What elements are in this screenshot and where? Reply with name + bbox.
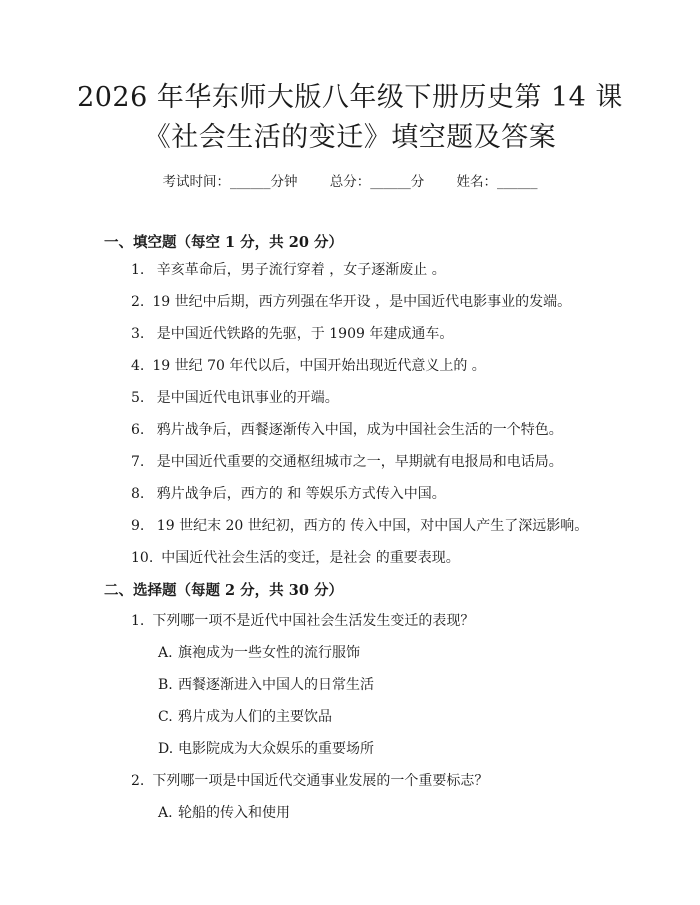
- fill-question-8: [131, 487, 446, 501]
- question-number: 4.: [131, 358, 145, 374]
- fill-question-5: [131, 391, 339, 405]
- question-number: 10.: [131, 550, 154, 566]
- question-number: 8.: [131, 486, 145, 502]
- option-letter: A.: [158, 805, 173, 821]
- name-field: 姓名：______: [456, 174, 538, 190]
- question-text: 下列哪一项是中国近代交通事业发展的一个重要标志？: [152, 773, 489, 789]
- question-text: 鸦片战争后，西方的 和 等娱乐方式传入中国。: [152, 486, 446, 502]
- option-text: 电影院成为大众娱乐的重要场所: [178, 741, 374, 757]
- question-text: 中国近代社会生活的变迁，是社会 的重要表现。: [161, 550, 460, 566]
- document-title-line1: 2026 年华东师大版八年级下册历史第 14 课: [77, 82, 623, 113]
- fill-question-3: [131, 327, 453, 341]
- fill-question-7: [131, 455, 563, 469]
- question-number: 3.: [131, 326, 145, 342]
- question-number: 2.: [131, 773, 145, 789]
- question-number: 1.: [131, 613, 145, 629]
- question-text: 是中国近代重要的交通枢纽城市之一，早期就有电报局和电话局。: [152, 454, 563, 470]
- total-score-field: 总分：______分: [329, 174, 425, 190]
- option-letter: C.: [158, 709, 173, 725]
- question-text: 下列哪一项不是近代中国社会生活发生变迁的表现？: [152, 613, 475, 629]
- option-text: 轮船的传入和使用: [178, 805, 290, 821]
- fill-question-9: [131, 519, 588, 533]
- choice-option-b: [158, 678, 374, 692]
- document-title-line2: 《社会生活的变迁》填空题及答案: [143, 122, 557, 153]
- question-text: 19 世纪 70 年代以后，中国开始出现近代意义上的 。: [152, 358, 486, 374]
- option-text: 旗袍成为一些女性的流行服饰: [178, 645, 360, 661]
- fill-question-2: [131, 295, 571, 309]
- fill-question-4: [131, 359, 486, 373]
- choice-option-a: [158, 806, 290, 820]
- question-number: 9.: [131, 518, 145, 534]
- exam-time-field: 考试时间：______分钟: [162, 174, 298, 190]
- question-text: 19 世纪末 20 世纪初，西方的 传入中国，对中国人产生了深远影响。: [152, 518, 589, 534]
- option-letter: D.: [158, 741, 174, 757]
- question-text: 是中国近代电讯事业的开端。: [152, 390, 339, 406]
- section-heading-fill-in: 一、填空题（每空 1 分，共 20 分）: [104, 234, 343, 251]
- exam-info: [0, 170, 700, 190]
- fill-question-1: [131, 263, 446, 277]
- fill-question-10: [131, 551, 460, 565]
- section-heading-multiple-choice: 二、选择题（每题 2 分，共 30 分）: [104, 582, 343, 599]
- option-text: 鸦片成为人们的主要饮品: [178, 709, 332, 725]
- option-text: 西餐逐渐进入中国人的日常生活: [178, 677, 374, 693]
- question-number: 2.: [131, 294, 145, 310]
- choice-question-1: [131, 614, 474, 628]
- question-number: 1.: [131, 262, 145, 278]
- question-text: 是中国近代铁路的先驱，于 1909 年建成通车。: [152, 326, 454, 342]
- choice-option-c: [158, 710, 332, 724]
- question-text: 辛亥革命后，男子流行穿着 ，女子逐渐废止 。: [152, 262, 446, 278]
- question-number: 7.: [131, 454, 145, 470]
- option-letter: B.: [158, 677, 173, 693]
- option-letter: A.: [158, 645, 173, 661]
- choice-question-2: [131, 774, 488, 788]
- question-text: 鸦片战争后，西餐逐渐传入中国，成为中国社会生活的一个特色。: [152, 422, 563, 438]
- question-number: 6.: [131, 422, 145, 438]
- question-number: 5.: [131, 390, 145, 406]
- choice-option-a: [158, 646, 360, 660]
- question-text: 19 世纪中后期，西方列强在华开设 ，是中国近代电影事业的发端。: [152, 294, 572, 310]
- fill-question-6: [131, 423, 563, 437]
- choice-option-d: [158, 742, 374, 756]
